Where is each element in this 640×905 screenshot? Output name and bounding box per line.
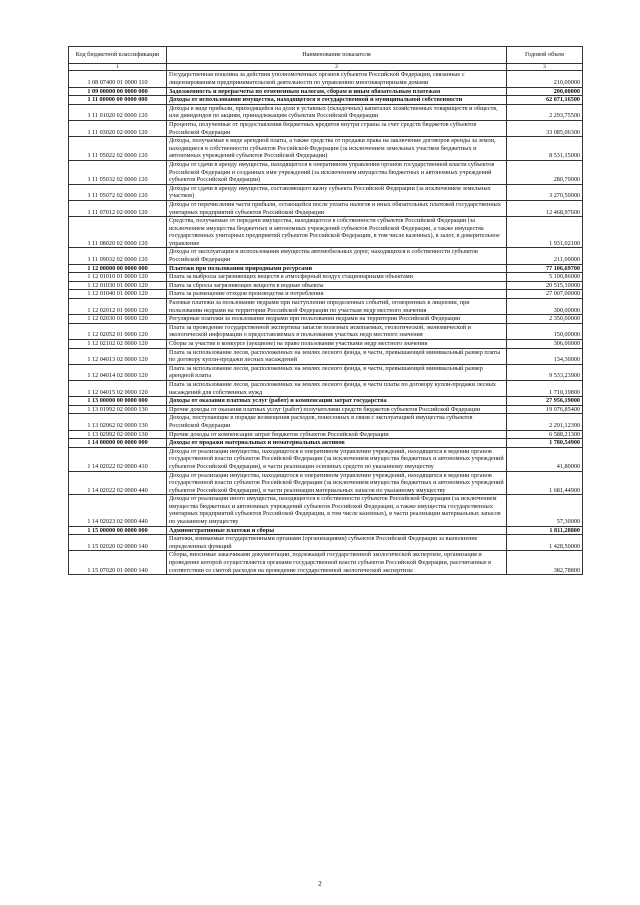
row-name: Доходы, поступающие в порядке возмещения расходов, понесенных в связи с эксплуатацией имущества субъектов Российской Федерации xyxy=(167,414,507,430)
table-row xyxy=(69,495,583,526)
table-row xyxy=(69,430,583,439)
table-row xyxy=(69,160,583,184)
row-code: 1 11 05072 02 0000 120 xyxy=(69,184,167,200)
row-value: 1 811,28800 xyxy=(507,526,583,535)
row-value: 41,80000 xyxy=(507,447,583,471)
row-code: 1 14 02022 02 0000 440 xyxy=(69,471,167,495)
row-name: Платежи, взимаемые государственными органами (организациями) субъектов Российской Федерации за выполнение определенных функций xyxy=(167,535,507,551)
row-value: 1 428,50000 xyxy=(507,535,583,551)
table-row xyxy=(69,290,583,299)
table-row xyxy=(69,526,583,535)
row-name: Сборы за участие в конкурсе (аукционе) на право пользования участками недр местного значения xyxy=(167,340,507,349)
row-code: 1 14 02022 02 0000 410 xyxy=(69,447,167,471)
row-code: 1 11 05032 02 0000 120 xyxy=(69,160,167,184)
row-code: 1 12 01030 01 0000 120 xyxy=(69,281,167,290)
table-row xyxy=(69,71,583,87)
row-code: 1 15 02020 02 0000 140 xyxy=(69,535,167,551)
header-value: Годовой объем xyxy=(507,47,583,64)
table-row xyxy=(69,447,583,471)
row-value: 134,30000 xyxy=(507,348,583,364)
row-value: 200,00000 xyxy=(507,87,583,96)
table-row xyxy=(69,217,583,248)
row-code: 1 11 00000 00 0000 000 xyxy=(69,96,167,105)
row-name: Плата за выбросы загрязняющих веществ в атмосферный воздух стационарными объектами xyxy=(167,273,507,282)
table-row xyxy=(69,471,583,495)
table-row xyxy=(69,248,583,264)
row-value: 57,30000 xyxy=(507,495,583,526)
row-code: 1 12 04015 02 0000 120 xyxy=(69,380,167,396)
row-code: 1 12 04013 02 0000 120 xyxy=(69,348,167,364)
row-value: 2 293,75500 xyxy=(507,104,583,120)
row-value: 1 780,54900 xyxy=(507,439,583,448)
row-value: 27 956,19000 xyxy=(507,397,583,406)
row-code: 1 11 09032 02 0000 120 xyxy=(69,248,167,264)
table-row xyxy=(69,137,583,161)
row-code: 1 13 01992 02 0000 130 xyxy=(69,405,167,414)
table-row xyxy=(69,299,583,315)
table-row xyxy=(69,184,583,200)
row-name: Доходы от сдачи в аренду имущества, находящегося в оперативном управлении органов государственной власти субъектов Российской Федерации и созданных ими учреждений (за исключением имущества бюджетных и автономных учреждений субъектов Российской Федерации) xyxy=(167,160,507,184)
row-name: Прочие доходы от оказания платных услуг (работ) получателями средств бюджетов субъектов Российской Федерации xyxy=(167,405,507,414)
row-value: 19 076,85400 xyxy=(507,405,583,414)
row-code: 1 11 05022 02 0000 120 xyxy=(69,137,167,161)
row-code: 1 12 04014 02 0000 120 xyxy=(69,364,167,380)
row-value: 20 515,10000 xyxy=(507,281,583,290)
row-code: 1 12 02030 01 0000 120 xyxy=(69,315,167,324)
row-value: 3 270,50000 xyxy=(507,184,583,200)
table-row xyxy=(69,87,583,96)
table-row xyxy=(69,200,583,216)
table-row xyxy=(69,104,583,120)
row-name: Платежи при пользовании природными ресурсами xyxy=(167,264,507,273)
row-name: Разовые платежи за пользование недрами при наступлении определенных событий, оговоренных в лицензии, при пользовании недрами на территории Российской Федерации по участкам недр местного значения xyxy=(167,299,507,315)
table-row xyxy=(69,315,583,324)
row-code: 1 14 00000 00 0000 000 xyxy=(69,439,167,448)
row-code: 1 14 02023 02 0000 440 xyxy=(69,495,167,526)
row-name: Административные платежи и сборы xyxy=(167,526,507,535)
row-name: Доходы от использования имущества, находящегося в государственной и муниципальной собственности xyxy=(167,96,507,105)
row-code: 1 11 01020 02 0000 120 xyxy=(69,104,167,120)
row-code: 1 12 02102 02 0000 120 xyxy=(69,340,167,349)
row-name: Доходы от продажи материальных и нематериальных активов xyxy=(167,439,507,448)
row-value: 150,00000 xyxy=(507,323,583,339)
row-value: 382,78800 xyxy=(507,551,583,575)
row-code: 1 11 08020 02 0000 120 xyxy=(69,217,167,248)
table-row xyxy=(69,414,583,430)
row-code: 1 15 00000 00 0000 000 xyxy=(69,526,167,535)
row-name: Плата за использование лесов, расположенных на землях лесного фонда, в части платы по договору купли-продажи лесных насаждений для собственных нужд xyxy=(167,380,507,396)
table-row xyxy=(69,551,583,575)
row-name: Доходы от реализации имущества, находящегося в оперативном управлении учреждений, находящихся в ведении органов государственной власти субъектов Российской Федерации (за исключением имущества бюджетных и автономных учреждений субъектов Российской Федерации), в части реализации материальных запасов по указанному имуществу xyxy=(167,471,507,495)
header-code: Код бюджетной классификации xyxy=(69,47,167,64)
row-code: 1 13 00000 00 0000 000 xyxy=(69,397,167,406)
table-row xyxy=(69,264,583,273)
row-name: Сборы, вносимые заказчиками документации, подлежащей государственной экологической экспертизе, организация и проведение которой осуществляется органами государственной власти субъектов Российской Федерации, рассчитанные в соответствии со сметой расходов на проведение государственной экологической экспертизы xyxy=(167,551,507,575)
row-name: Доходы от реализации имущества, находящегося в оперативном управлении учреждений, находящихся в ведении органов государственной власти субъектов Российской Федерации (за исключением имущества бюджетных и автономных учреждений субъектов Российской Федерации), в части реализации основных средств по указанному имуществу xyxy=(167,447,507,471)
table-row xyxy=(69,380,583,396)
table-row xyxy=(69,397,583,406)
header-name: Наименование показателя xyxy=(167,47,507,64)
row-value: 300,00000 xyxy=(507,299,583,315)
table-row xyxy=(69,439,583,448)
row-code: 1 12 01010 01 0000 120 xyxy=(69,273,167,282)
table-row xyxy=(69,348,583,364)
row-code: 1 09 00000 00 0000 000 xyxy=(69,87,167,96)
row-value: 12 468,97600 xyxy=(507,200,583,216)
table-row xyxy=(69,323,583,339)
column-number-2: 2 xyxy=(167,64,507,71)
row-code: 1 12 00000 00 0000 000 xyxy=(69,264,167,273)
row-name: Доходы от оказания платных услуг (работ) и компенсации затрат государства xyxy=(167,397,507,406)
row-name: Доходы, получаемые в виде арендной платы, а также средства от продажи права на заключение договоров аренды за земли, находящиеся в собственности субъектов Российской Федерации (за исключением земельных участков бюджетных и автономных учреждений субъектов Российской Федерации) xyxy=(167,137,507,161)
row-value: 2 291,12300 xyxy=(507,414,583,430)
row-value: 2 350,00000 xyxy=(507,315,583,324)
row-name: Проценты, полученные от предоставления бюджетных кредитов внутри страны за счет средств бюджетов субъектов Российской Федерации xyxy=(167,120,507,136)
row-value: 1 710,19800 xyxy=(507,380,583,396)
row-name: Средства, получаемые от передачи имущества, находящегося в собственности субъектов Российской Федерации (за исключением имущества бюджетных и автономных учреждений субъектов Российской Федерации, а также имущества государственных унитарных предприятий субъектов Российской Федерации, в том числе казенных), в залог, в доверительное управление xyxy=(167,217,507,248)
row-value: 1 681,44900 xyxy=(507,471,583,495)
row-value: 27 007,00000 xyxy=(507,290,583,299)
row-code: 1 15 07020 01 0000 140 xyxy=(69,551,167,575)
row-code: 1 12 01040 01 0000 120 xyxy=(69,290,167,299)
row-name: Плата за использование лесов, расположенных на землях лесного фонда, в части, превышающей минимальный размер арендной платы xyxy=(167,364,507,380)
row-name: Доходы от реализации иного имущества, находящегося в собственности субъектов Российской Федерации (за исключением имущества бюджетных и автономных учреждений субъектов Российской Федерации, а также имущества государственных унитарных предприятий субъектов Российской Федерации, в том числе казенных), в части реализации материальных запасов по указанному имуществу xyxy=(167,495,507,526)
table-row xyxy=(69,535,583,551)
table-row xyxy=(69,281,583,290)
row-code: 1 13 02992 02 0000 130 xyxy=(69,430,167,439)
row-value: 306,00000 xyxy=(507,340,583,349)
table-header-row xyxy=(69,47,583,64)
budget-revenue-table xyxy=(68,46,583,575)
row-code: 1 11 07012 02 0000 120 xyxy=(69,200,167,216)
row-value: 1 931,02100 xyxy=(507,217,583,248)
row-value: 8 531,15000 xyxy=(507,137,583,161)
row-name: Плата за размещение отходов производства и потребления xyxy=(167,290,507,299)
row-value: 62 071,16500 xyxy=(507,96,583,105)
row-name: Задолженность и перерасчеты по отмененным налогам, сборам и иным обязательным платежам xyxy=(167,87,507,96)
row-name: Плата за сбросы загрязняющих веществ в водные объекты xyxy=(167,281,507,290)
row-value: 9 533,23900 xyxy=(507,364,583,380)
row-value: 210,00000 xyxy=(507,71,583,87)
table-row xyxy=(69,120,583,136)
row-name: Доходы от перечисления части прибыли, остающейся после уплаты налогов и иных обязательных платежей государственных унитарных предприятий субъектов Российской Федерации xyxy=(167,200,507,216)
row-value: 280,70000 xyxy=(507,160,583,184)
row-name: Государственная пошлина за действия уполномоченных органов субъектов Российской Федерации, связанные с лицензированием предпринимательской деятельности по управлению многоквартирными домами xyxy=(167,71,507,87)
budget-revenue-table-sheet xyxy=(68,46,582,575)
row-code: 1 08 07400 01 0000 110 xyxy=(69,71,167,87)
table-row xyxy=(69,340,583,349)
row-code: 1 12 02052 01 0000 120 xyxy=(69,323,167,339)
column-number-row xyxy=(69,64,583,71)
table-row xyxy=(69,364,583,380)
page-number: 2 xyxy=(318,880,322,888)
column-number-1: 1 xyxy=(69,64,167,71)
row-value: 33 085,06300 xyxy=(507,120,583,136)
table-row xyxy=(69,273,583,282)
table-body xyxy=(69,71,583,575)
table-row xyxy=(69,96,583,105)
row-code: 1 12 02012 01 0000 120 xyxy=(69,299,167,315)
row-name: Доходы от сдачи в аренду имущества, составляющего казну субъекта Российской Федерации (за исключением земельных участков) xyxy=(167,184,507,200)
row-name: Прочие доходы от компенсации затрат бюджетов субъектов Российской Федерации xyxy=(167,430,507,439)
row-code: 1 13 02062 02 0000 130 xyxy=(69,414,167,430)
row-name: Доходы от эксплуатации и использования имущества автомобильных дорог, находящихся в собственности субъектов Российской Федерации xyxy=(167,248,507,264)
column-number-3: 3 xyxy=(507,64,583,71)
row-name: Плата за проведение государственной экспертизы запасов полезных ископаемых, геологической, экономической и экологической информации о предоставляемых в пользование участках недр местного значения xyxy=(167,323,507,339)
row-value: 77 106,69700 xyxy=(507,264,583,273)
row-name: Доходы в виде прибыли, приходящейся на доли в уставных (складочных) капиталах хозяйственных товариществ и обществ, или дивидендов по акциям, принадлежащим субъектам Российской Федерации xyxy=(167,104,507,120)
row-name: Регулярные платежи за пользование недрами при пользовании недрами на территории Российской Федерации xyxy=(167,315,507,324)
row-code: 1 11 03020 02 0000 120 xyxy=(69,120,167,136)
table-row xyxy=(69,405,583,414)
row-value: 5 100,86000 xyxy=(507,273,583,282)
row-name: Плата за использование лесов, расположенных на землях лесного фонда, в части, превышающей минимальный размер платы по договору купли-продажи лесных насаждений xyxy=(167,348,507,364)
row-value: 6 588,21300 xyxy=(507,430,583,439)
row-value: 211,00000 xyxy=(507,248,583,264)
